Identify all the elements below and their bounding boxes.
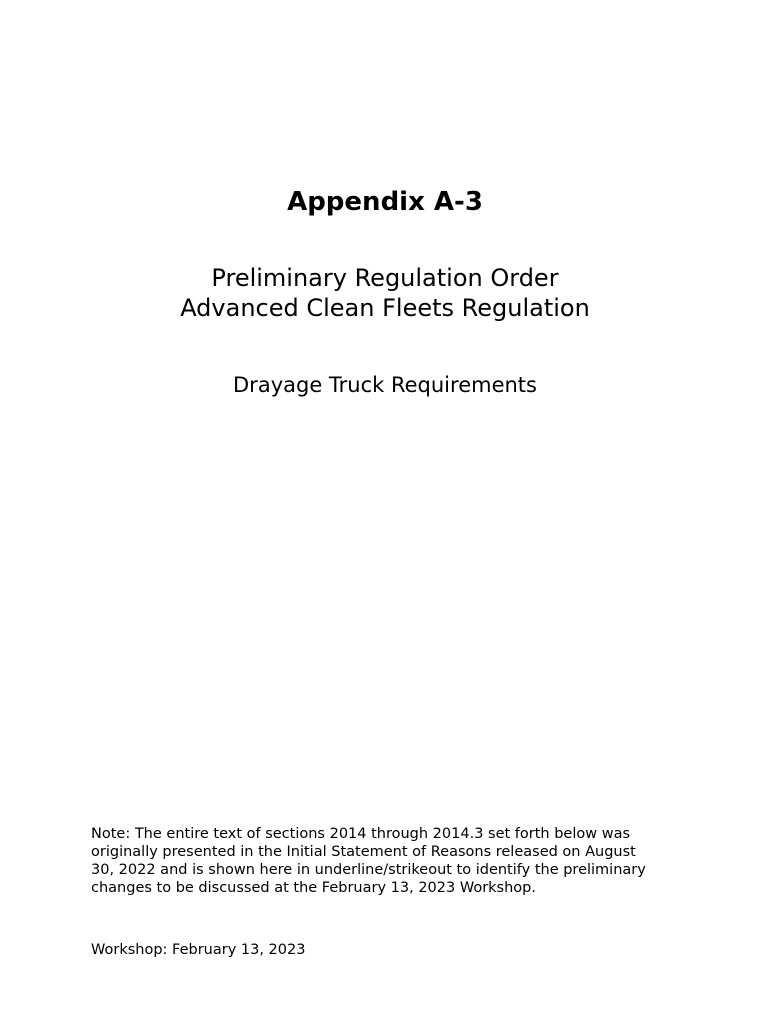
document-title: Appendix A-3 bbox=[287, 187, 483, 217]
section-heading: Drayage Truck Requirements bbox=[233, 373, 537, 397]
note-paragraph bbox=[91, 825, 691, 897]
note-line: originally presented in the Initial Statement of Reasons released on August bbox=[91, 844, 636, 860]
subtitle-line: Advanced Clean Fleets Regulation bbox=[180, 294, 590, 322]
note-line: 30, 2022 and is shown here in underline/strikeout to identify the preliminary bbox=[91, 862, 646, 878]
subtitle-line: Preliminary Regulation Order bbox=[211, 264, 559, 292]
workshop-date: Workshop: February 13, 2023 bbox=[91, 942, 306, 958]
note-line: Note: The entire text of sections 2014 through 2014.3 set forth below was bbox=[91, 826, 631, 842]
document-subtitle bbox=[0, 263, 770, 323]
note-line: changes to be discussed at the February 13, 2023 Workshop. bbox=[91, 880, 536, 896]
